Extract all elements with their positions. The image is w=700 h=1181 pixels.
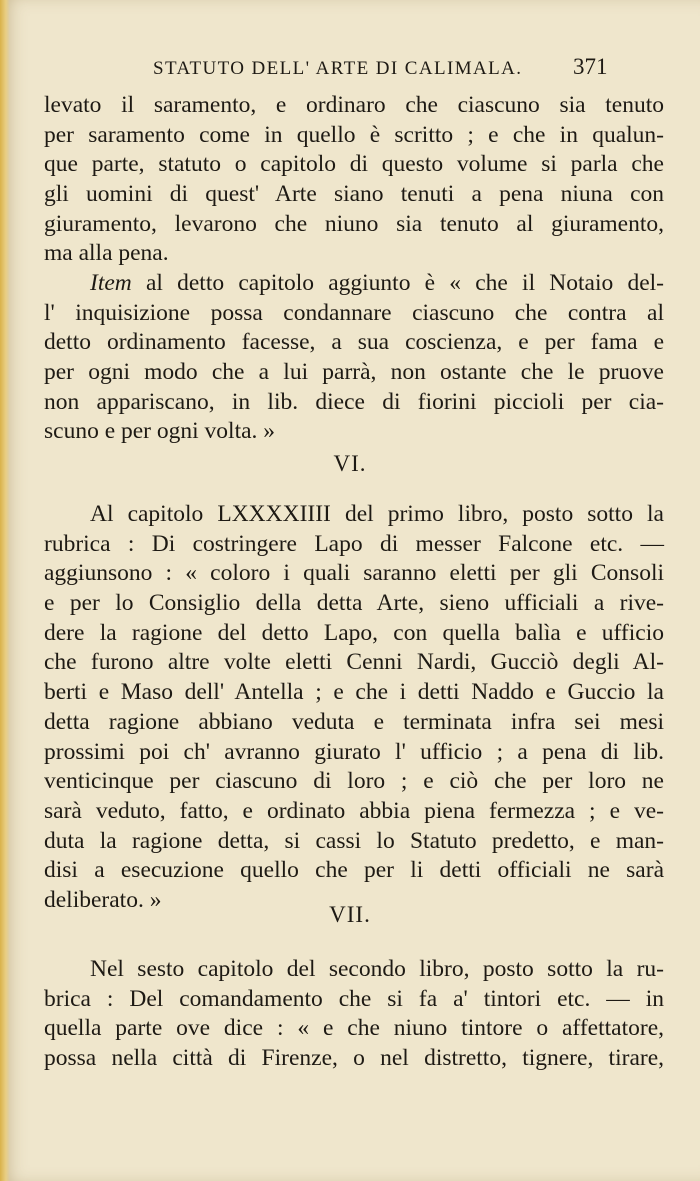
text-line: disi a esecuzione quello che per li detti officiali ne sarà: [44, 857, 664, 884]
text-line: prossimi poi ch' avranno giurato l' ufficio ; a pena di lib.: [44, 738, 664, 765]
text-line: scuno e per ogni volta. »: [44, 418, 276, 445]
text-line: non appariscano, in lib. diece di fiorini piccioli per cia-: [44, 388, 664, 415]
text-line: aggiunsono : « coloro i quali saranno eletti per gli Consoli: [44, 560, 664, 587]
text-line: detto ordinamento facesse, a sua coscienza, e per fama e: [44, 329, 664, 356]
text-line: possa nella città di Firenze, o nel distretto, tignere, tirare,: [44, 1045, 664, 1072]
text-line: quella parte ove dice : « e che niuno tintore o affettatore,: [44, 1015, 664, 1042]
text-line: che furono altre volte eletti Cenni Nardi, Gucciò degli Al-: [44, 649, 664, 676]
text-line: deliberato. »: [44, 886, 162, 913]
text-line: sarà veduto, fatto, e ordinato abbia piena fermezza ; e ve-: [44, 797, 664, 824]
running-head: STATUTO DELL' ARTE DI CALIMALA.: [153, 58, 523, 79]
text-line: l' inquisizione possa condannare ciascuno che contra al: [44, 299, 664, 326]
text-line: que parte, statuto o capitolo di questo volume si parla che: [44, 151, 664, 178]
paragraph-item: [44, 269, 664, 447]
text-line: e per lo Consiglio della detta Arte, sieno ufficiali a rive-: [44, 590, 664, 617]
section-vi-text: [44, 500, 664, 916]
text-line: ma alla pena.: [44, 240, 169, 267]
text-line: detta ragione abbiano veduta e terminata infra sei mesi: [44, 708, 664, 735]
text-line: Nel sesto capitolo del secondo libro, posto sotto la ru-: [90, 956, 664, 982]
text-line: giuramento, levarono che niuno sia tenuto al giuramento,: [44, 210, 664, 237]
text-line: per saramento come in quello è scritto ; e che in qualun-: [44, 121, 664, 148]
text-line: [44, 269, 664, 299]
text-line: per ogni modo che a lui parrà, non ostante che le pruove: [44, 359, 664, 386]
section-number-vii: VII.: [329, 902, 371, 927]
page-number: 371: [573, 54, 608, 79]
text-line: dere la ragione del detto Lapo, con quella balìa e ufficio: [44, 619, 664, 646]
page-spine-edge: [0, 0, 10, 1181]
paragraph-continuation: [44, 91, 664, 269]
text-line: gli uomini di quest' Arte siano tenuti a pena niuna con: [44, 181, 664, 208]
text-line: Al capitolo LXXXXIIII del primo libro, posto sotto la: [90, 501, 664, 527]
section-vii-text: [44, 955, 664, 1074]
italic-item-word: Item: [90, 270, 132, 296]
text-line: brica : Del comandamento che si fa a' tintori etc. — in: [44, 985, 664, 1012]
text-line-rest: al detto capitolo aggiunto è « che il Notaio del-: [131, 270, 664, 296]
text-line: venticinque per ciascuno di loro ; e ciò che per loro ne: [44, 768, 664, 795]
text-line: duta la ragione detta, si cassi lo Statuto predetto, e man-: [44, 827, 664, 854]
text-line: rubrica : Di costringere Lapo di messer Falcone etc. —: [44, 530, 664, 557]
section-number-vi: VI.: [333, 451, 367, 476]
text-line: berti e Maso dell' Antella ; e che i detti Naddo e Guccio la: [44, 679, 664, 706]
text-line: levato il saramento, e ordinaro che ciascuno sia tenuto: [44, 92, 664, 118]
